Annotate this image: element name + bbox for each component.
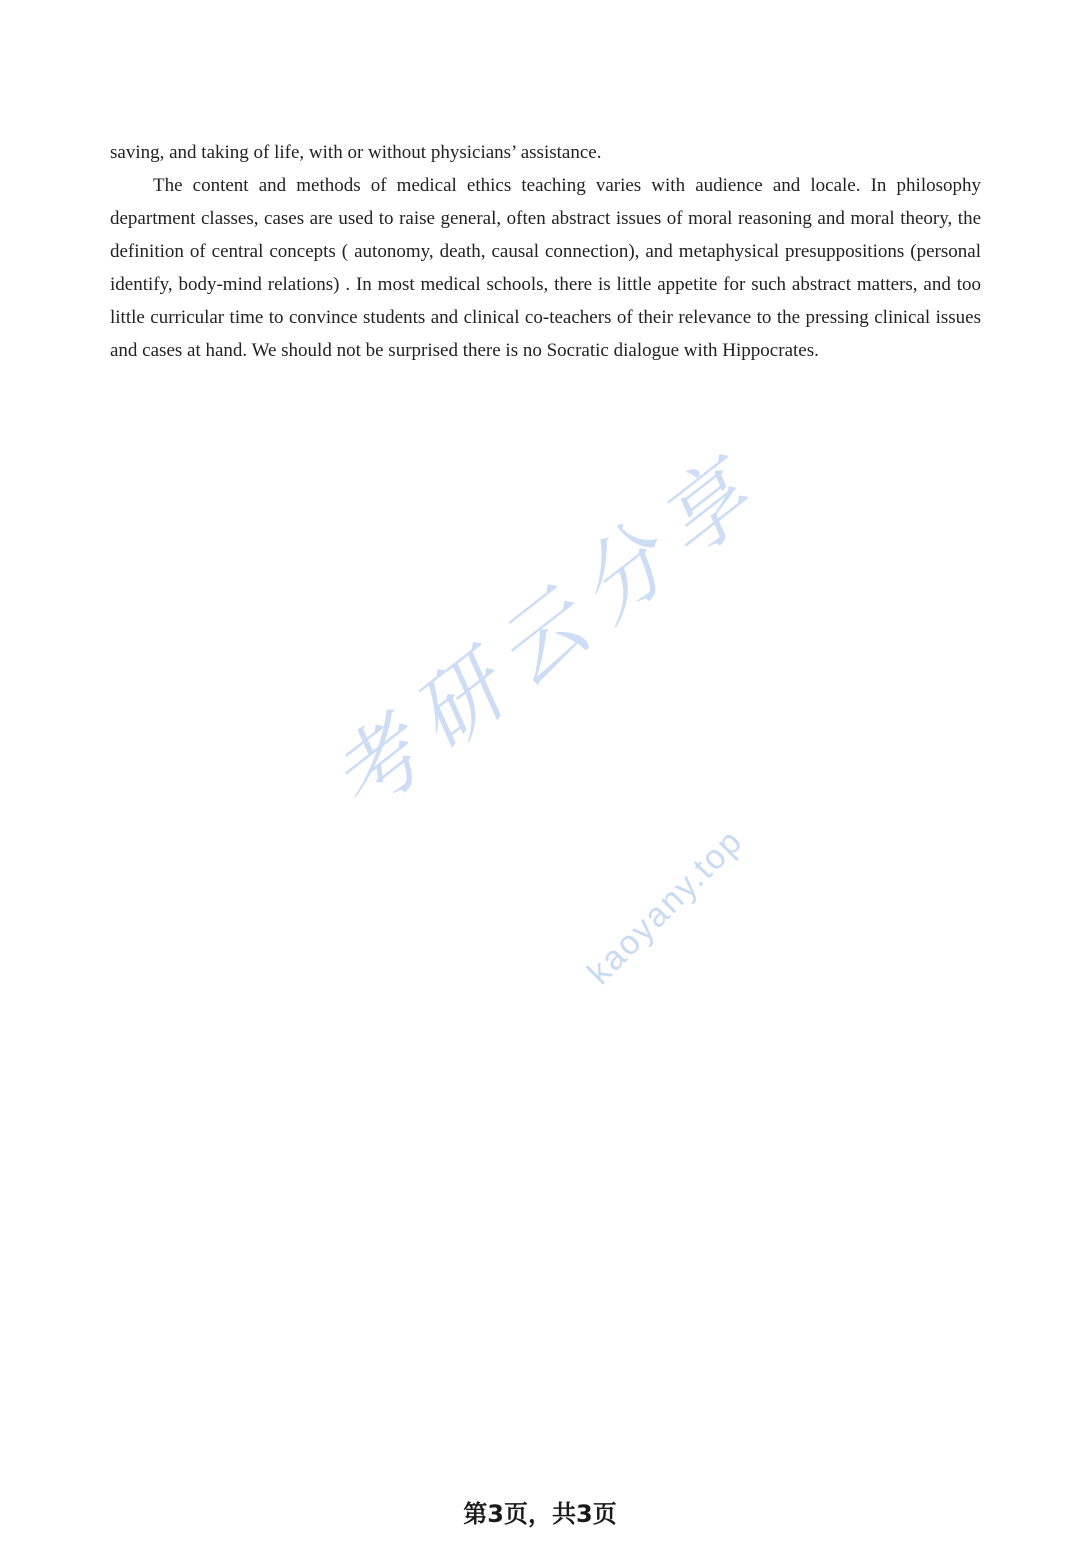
paragraph-medical-ethics-teaching: The content and methods of medical ethics teaching varies with audience and locale. In philosophy department classes, cases are used to raise general, often abstract issues of moral reasoning and moral theory, the definition of central concepts ( autonomy, death, causal connection), and metaphysical presuppositions (personal identify, body-mind relations) . In most medical schools, there is little appetite for such abstract matters, and too little curricular time to convince students and clinical co-teachers of their relevance to the pressing clinical issues and cases at hand. We should not be surprised there is no Socratic dialogue with Hippocrates.	[110, 175, 981, 361]
watermark-url-text: kaoyany.top	[580, 821, 751, 992]
watermark	[290, 435, 810, 992]
page-number-footer: 第3页，共3页	[463, 1500, 617, 1528]
paragraph-continuation: saving, and taking of life, with or without physicians’ assistance.	[110, 142, 602, 163]
watermark-chinese-text: 考研云分享	[312, 435, 784, 835]
body-text	[110, 136, 981, 367]
